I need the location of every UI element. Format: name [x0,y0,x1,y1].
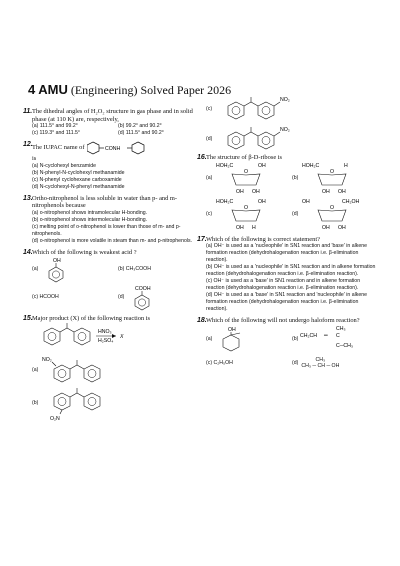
ribose-structure-c [214,198,284,232]
option-a [32,355,204,387]
option-b [118,257,204,283]
ribose-options [206,162,378,232]
q15-option-c [206,94,378,124]
question-number: 13. [23,194,33,202]
oh-label: OH [302,198,311,205]
amide-structure-icon [87,141,153,155]
question-text: The structure of β-D-ribose is [206,154,283,161]
option-label: (c) [206,211,213,218]
option-label: (c) HCOOH [32,294,59,301]
cooh-label: COOH [135,285,151,292]
option-d [292,198,378,232]
option-a [206,325,292,355]
ch2oh-label: CH₂OH [342,198,360,205]
question-13 [23,194,204,245]
options [32,163,204,191]
option-label: (d) [292,211,299,218]
page-header [28,82,231,98]
question-number: 16. [197,154,207,161]
nitro-ester-structure-d [216,124,326,154]
option-c: (c) N-phenyl cyclohexane carboxamide [32,176,122,183]
ribose-structure-d [300,198,370,232]
question-text: The dihedral angles of H₂O₂ structure in gas phase and in solid phase (at 110 K) are, respectively, [32,108,193,123]
no2-label: NO₂ [280,127,291,133]
oh-label: OH [338,224,347,231]
ring-oxygen-label: O [330,168,335,175]
ring-oxygen-label: O [244,168,249,175]
question-17 [197,235,378,314]
options [32,123,204,137]
question-18 [197,317,378,370]
amide-group-label: CONH [105,146,121,153]
methylcyclohexanol-structure-icon [216,326,246,354]
left-column [23,108,204,425]
ch3-label: CH₃ [315,356,326,363]
option-label: (b) CH₃COOH [118,266,151,273]
c-ch3-label: C─CH₃ [336,342,354,349]
ribose-structure-b [300,162,370,196]
phenol-structure-icon [44,257,68,283]
oh-label: OH [322,188,331,195]
option-d [118,285,204,311]
reagent-hno3: HNO₃ [98,329,112,336]
option-label: (a) [206,175,213,182]
h-label: H [344,162,349,169]
question-number: 11. [23,108,33,115]
option-d [292,357,378,370]
options [206,243,378,313]
double-bond-label: ═ [324,332,329,339]
hoh2c-label: HOH₂C [216,162,234,169]
option-d: (d) N-cyclohexyl-N-phenyl methanamide [32,183,125,190]
ch3-label: CH₃ [336,325,346,332]
question-text-is: is [32,155,37,163]
nitro-ester-structure-c [216,94,326,124]
option-c [206,198,292,232]
question-text: Ortho-nitrophenol is less soluble in water than p- and m-nitrophenols because [32,194,178,210]
option-c: (c) melting point of o-nitrophenol is lower than those of m- and p-nitrophenols. [32,223,181,237]
question-text [32,141,204,155]
question-11 [23,108,204,137]
option-c: (c) OH⁻ is used as a 'base' in SN1 reaction and in alkene formation reaction (dehydrohalogenation reaction i.e. β-elimination reaction). [206,278,361,292]
q15-option-d [206,124,378,154]
options [206,325,378,370]
question-text: Which of the following will not undergo haloform reaction? [206,317,360,325]
ch2ch-label: CH₂CH [300,332,318,339]
option-b: (b) N-phenyl-N-cyclohexyl methanamide [32,169,125,176]
option-label: (a) [32,367,39,374]
option-label: (c) C₂H₅OH [206,360,233,367]
hoh2c-label: HOH₂C [216,198,234,205]
reagent-h2so4: H₂SO₄ [98,338,114,345]
oh-label: OH [322,224,331,231]
option-c: (c) 119.3° and 111.5° [32,130,80,137]
ring-oxygen-label: O [330,204,335,211]
right-column [197,97,378,374]
ring-oxygen-label: O [244,204,249,211]
option-label: (d) [118,294,125,301]
no2-label: NO₂ [42,356,53,363]
options [32,210,204,245]
oh-label: OH [228,326,237,333]
option-label: (b) [292,175,299,182]
options [32,257,204,311]
question-number: 12. [23,141,33,149]
question-16 [197,154,378,232]
ribose-structure-a [214,162,284,196]
oh-label: OH [338,188,347,195]
option-b: (b) OH⁻ is used as a 'nucleophile' in SN1 reaction and in alkene formation reaction (dehydrohalogenation reaction i.e. β-elimination reaction). [206,264,376,278]
option-a: (a) o-nitrophenol shows intramolecular H-bonding. [32,209,148,216]
question-12 [23,141,204,191]
option-b [32,387,204,421]
oh-label: OH [53,257,62,264]
benzoic-acid-structure-icon [130,285,154,311]
option-a [32,257,118,283]
question-text-part: The IUPAC name of [32,144,85,152]
nitro-ester-structure-b [42,387,132,421]
oh-label: OH [258,198,266,205]
oh-label: OH [258,162,267,169]
product-x: X [120,334,124,341]
option-label: (c) [206,105,213,112]
question-15 [23,314,204,421]
option-label: (b) [32,400,39,407]
question-number: 14. [23,248,33,256]
question-number: 17. [197,235,207,243]
isopropanol-structure [301,357,339,370]
o2n-label: O₂N [50,415,61,421]
hoh2c-label: HOH₂C [302,162,320,169]
page-number: 4 [28,82,36,97]
oh-label: OH [236,188,245,195]
question-text: Major product (X) of the following reaction is [32,314,151,322]
oh-label: OH [252,188,261,195]
h-label: H [252,224,256,231]
ketone-structure-icon [300,325,370,355]
option-label: (d) [206,135,213,142]
reaction-scheme [32,322,200,352]
option-label: (a) [206,336,213,343]
no2-label: NO₂ [280,97,290,103]
question-number: 15. [23,314,33,322]
chain-label: CH₃ ─ CH ─ OH [301,363,340,370]
option-b [292,325,378,355]
option-label: (a) [32,266,39,273]
option-d: (d) 111.5° and 90.2° [118,130,164,137]
option-a [206,162,292,196]
option-c [32,285,118,311]
option-label: (b) [292,336,299,343]
c-label: C [336,332,341,339]
option-a: (a) N-cyclohexyl benzamide [32,162,97,169]
option-a: (a) 111.5° and 99.2° [32,123,78,130]
question-number: 18. [197,317,207,325]
option-d: (d) OH⁻ is used as a 'base' in SN1 reaction and 'nucleophile' in alkene formation reaction (dehydrohalogenation reaction i.e. β-elimination reaction). [206,292,367,313]
question-text: Which of the following is correct statement? [206,235,320,243]
option-c [206,357,292,370]
question-text: Which of the following is weakest acid ? [32,248,137,256]
option-b: (b) 99.2° and 90.2° [118,123,162,130]
question-14 [23,248,204,311]
header-title: AMU [38,82,68,97]
option-a: (a) OH⁻ is used as a 'nucleophile' in SN1 reaction and 'base' in alkene formation reaction (dehydrohalogenation reaction i.e. β-elimination reaction). [206,243,367,264]
header-subtitle: (Engineering) Solved Paper 2026 [70,83,232,97]
option-b: (b) o-nitrophenol shows intermolecular H-bonding. [32,216,148,223]
nitro-ester-structure-a [42,355,132,387]
oh-label: OH [236,224,244,231]
option-d: (d) o-nitrophenol is more volatile in steam than m- and p-nitrophenols. [32,237,193,244]
option-label: (d) [292,360,299,367]
option-b [292,162,378,196]
